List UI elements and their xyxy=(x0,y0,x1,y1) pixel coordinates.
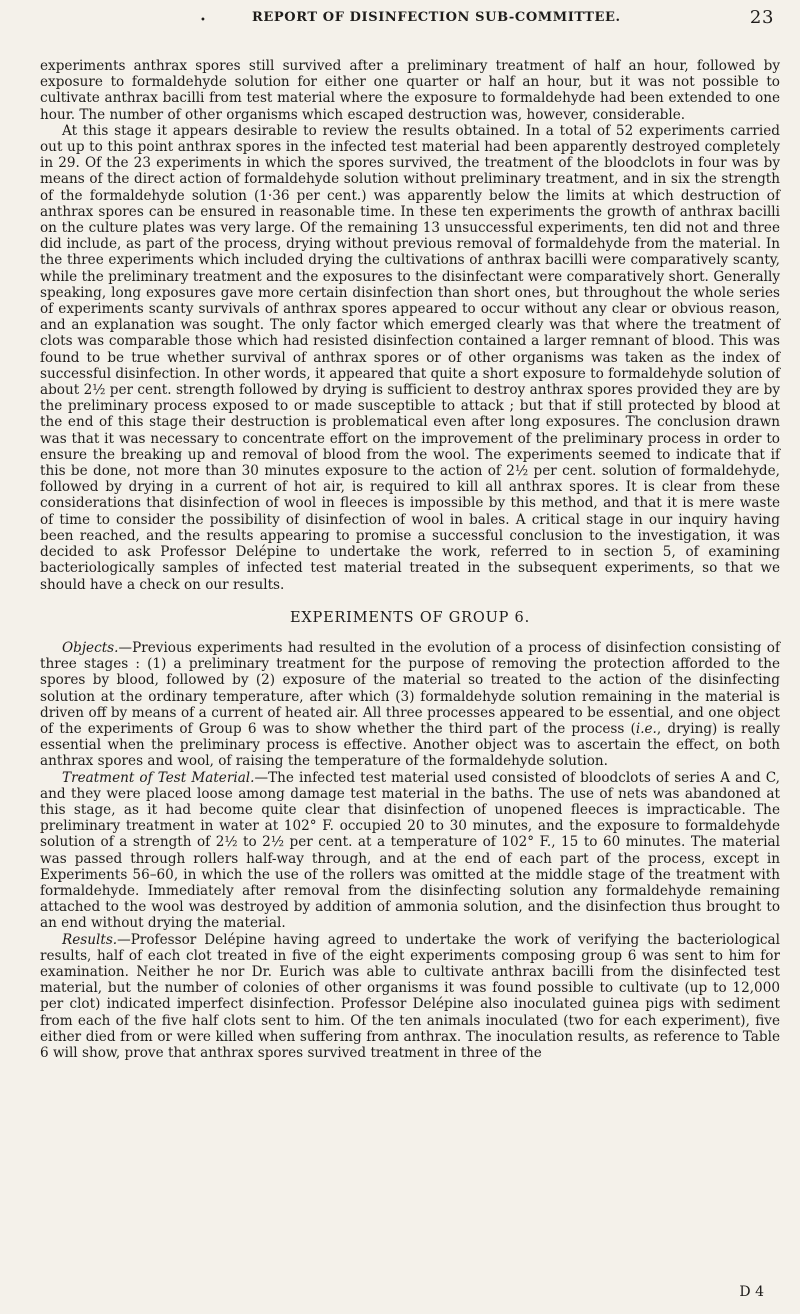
paragraph-review: At this stage it appears desirable to review the results obtained. In a total of 52 experiments carried out up to this point anthrax spores in the infected test material had been apparently destroyed completely in 29. Of the 23 experiments in which the spores survived, the treatment of the bloodclots in four was by means of the direct action of formaldehyde solution without preliminary treatment, and in six the strength of the formaldehyde solution (1·36 per cent.) was apparently below the limits at which destruction of anthrax spores can be ensured in reasonable time. In these ten experiments the growth of anthrax bacilli on the culture plates was very large. Of the remaining 13 unsuccessful experiments, ten did not and three did include, as part of the process, drying without previous removal of formaldehyde from the material. In the three experiments which included drying the cultivations of anthrax bacilli were comparatively scanty, while the preliminary treatment and the exposures to the disinfectant were comparatively short. Generally speaking, long exposures gave more certain disinfection than short ones, but throughout the whole series of experiments scanty survivals of anthrax spores appeared to occur without any clear or obvious reason, and an explanation was sought. The only factor which emerged clearly was that where the treatment of clots was comparable those which had resisted disinfection contained a larger remnant of blood. This was found to be true whether survival of anthrax spores or of other organisms was taken as the index of successful disinfection. In other words, it appeared that quite a short exposure to formaldehyde solution of about 2½ per cent. strength followed by drying is sufficient to destroy anthrax spores provided they are by the preliminary process exposed to or made susceptible to attack ; but that if still protected by blood at the end of this stage their destruction is problematical even after long exposures. The conclusion drawn was that it was necessary to concentrate effort on the improvement of the preliminary process in order to ensure the breaking up and removal of blood from the wool. The experiments seemed to indicate that if this be done, not more than 30 minutes exposure to the action of 2½ per cent. solution of formaldehyde, followed by drying in a current of hot air, is required to kill all anthrax spores. It is clear from these considerations that disinfection of wool in fleeces is impossible by this method, and that it is mere waste of time to consider the possibility of disinfection of wool in bales. A critical stage in our inquiry having been reached, and the results appearing to promise a successful conclusion to the investigation, it was decided to ask Professor Delépine to undertake the work, referred to in section 5, of examining bacteriologically samples of infected test material treated in the subsequent experiments, so that we should have a check on our results. xyxy=(40,122,780,593)
paragraph-treatment xyxy=(40,770,780,932)
treatment-label: Treatment of Test Material. xyxy=(62,769,255,786)
body-text xyxy=(40,58,780,1061)
section-heading: EXPERIMENTS OF GROUP 6. xyxy=(290,609,530,626)
signature-mark: D 4 xyxy=(739,1284,764,1300)
objects-text-after: , drying) is really essential when the preliminary process is effective. Another object was to ascertain the effect, on both anthrax spores and wool, of raising the temperature of the formaldehyde solution. xyxy=(40,720,780,770)
treatment-text: —The infected test material used consisted of bloodclots of series A and C, and they were placed loose among damage test material in the baths. The use of nets was abandoned at this stage, as it had become quite clear that disinfection of unopened fleeces is impracticable. The preliminary treatment in water at 102° F. occupied 20 to 30 minutes, and the exposure to formaldehyde solution of a strength of 2½ to 2½ per cent. at a temperature of 102° F., 15 to 60 minutes. The material was passed through rollers half-way through, and at the end of each part of the process, except in Experiments 56–60, in which the use of the rollers was omitted at the middle stage of the treatment with formaldehyde. Immediately after removal from the disinfecting solution any formaldehyde remaining attached to the wool was destroyed by addition of ammonia solution, and the disinfection thus brought to an end without drying the material. xyxy=(40,769,780,932)
paragraph-results xyxy=(40,932,780,1062)
header-title: REPORT OF DISINFECTION SUB-COMMITTEE. xyxy=(252,10,621,25)
running-header xyxy=(52,7,774,34)
objects-ie: i.e. xyxy=(635,720,657,737)
results-label: Results. xyxy=(62,931,118,948)
paragraph-objects xyxy=(40,640,780,770)
results-text: —Professor Delépine having agreed to undertake the work of verifying the bacteriological results, half of each clot treated in five of the eight experiments composing group 6 was sent to him for examination. Neither he nor Dr. Eurich was able to cultivate anthrax bacilli from the disinfected test material, but the number of colonies of other organisms it was found possible to cultivate (up to 12,000 per clot) indicated imperfect disinfection. Professor Delépine also inoculated guinea pigs with sediment from each of the five half clots sent to him. Of the ten animals inoculated (two for each experiment), five either died from or were killed when suffering from anthrax. The inoculation results, as reference to Table 6 will show, prove that anthrax spores survived treatment in three of the xyxy=(40,931,780,1061)
objects-text: —Previous experiments had resulted in the evolution of a process of disinfection consisting of three stages : (1) a preliminary treatment for the purpose of removing the protection afforded to the spores by blood, followed by (2) exposure of the material so treated to the action of the disinfecting solution at the ordinary temperature, after which (3) formaldehyde solution remaining in the material is driven off by means of a current of heated air. All three processes appeared to be essential, and one object of the experiments of Group 6 was to show whether the third part of the process ( xyxy=(40,639,780,737)
paragraph-continued: experiments anthrax spores still survived after a preliminary treatment of half an hour, followed by exposure to formaldehyde solution for either one quarter or half an hour, but it was not possible to cultivate anthrax bacilli from test material where the exposure to formaldehyde had been extended to one hour. The number of other organisms which escaped destruction was, however, considerable. xyxy=(40,58,780,123)
header-bullet: • xyxy=(200,15,207,26)
objects-label: Objects. xyxy=(62,639,119,656)
page-number: 23 xyxy=(749,7,774,28)
